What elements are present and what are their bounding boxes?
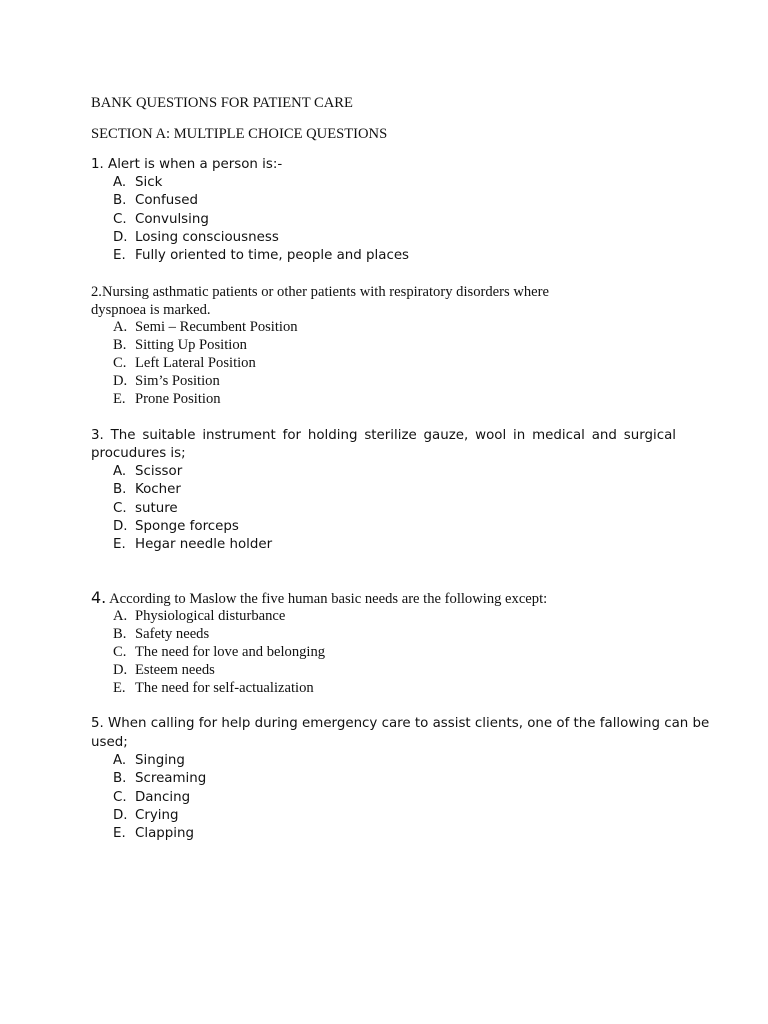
option-text: suture — [135, 501, 178, 516]
option-letter: E. — [113, 537, 126, 552]
question-5-stem-line-2: used; — [91, 735, 128, 750]
question-2-stem-line-2: dyspnoea is marked. — [91, 302, 211, 318]
option-letter: A. — [113, 753, 127, 768]
option-letter: B. — [113, 626, 127, 642]
option-letter: D. — [113, 662, 128, 678]
option-letter: B. — [113, 771, 127, 786]
option-text: Confused — [135, 193, 198, 208]
option-letter: E. — [113, 248, 126, 263]
option-text: Sim’s Position — [135, 373, 220, 389]
question-1-stem: 1. Alert is when a person is:- — [91, 157, 283, 172]
option-text: Kocher — [135, 482, 181, 497]
option-text: Prone Position — [135, 391, 221, 407]
option-text: Singing — [135, 753, 185, 768]
option-letter: D. — [113, 373, 128, 389]
question-3-stem: 3. The suitable instrument for holding sterilize gauze, wool in medical and surgical procudures is; — [91, 428, 676, 461]
option-letter: D. — [113, 519, 128, 534]
question-2-stem-line-1: 2.Nursing asthmatic patients or other patients with respiratory disorders where — [91, 284, 549, 300]
option-text: Sponge forceps — [135, 519, 239, 534]
option-text: Esteem needs — [135, 662, 215, 678]
option-letter: E. — [113, 680, 126, 696]
option-letter: A. — [113, 319, 128, 335]
question-4-number: 4. — [91, 588, 107, 607]
option-text: Dancing — [135, 790, 191, 805]
option-text: Sitting Up Position — [135, 337, 247, 353]
option-text: Left Lateral Position — [135, 355, 256, 371]
question-4-stem — [91, 589, 547, 608]
option-letter: B. — [113, 337, 127, 353]
option-text: Clapping — [135, 826, 194, 841]
question-5-stem-line-1: 5. When calling for help during emergency care to assist clients, one of the fallowing can be — [91, 716, 710, 731]
option-text: Fully oriented to time, people and places — [135, 248, 410, 263]
option-letter: D. — [113, 230, 128, 245]
option-letter: B. — [113, 482, 127, 497]
option-text: Semi – Recumbent Position — [135, 319, 298, 335]
option-letter: A. — [113, 464, 127, 479]
option-letter: D. — [113, 808, 128, 823]
option-text: Safety needs — [135, 626, 210, 642]
option-text: Scissor — [135, 464, 183, 479]
option-letter: C. — [113, 212, 127, 227]
option-letter: E. — [113, 826, 126, 841]
option-letter: C. — [113, 790, 127, 805]
section-heading: SECTION A: MULTIPLE CHOICE QUESTIONS — [91, 126, 388, 142]
option-letter: C. — [113, 644, 127, 660]
option-letter: A. — [113, 175, 127, 190]
option-text: Losing consciousness — [135, 230, 279, 245]
option-text: The need for love and belonging — [135, 644, 326, 660]
option-text: Physiological disturbance — [135, 608, 286, 624]
option-letter: B. — [113, 193, 127, 208]
option-text: Crying — [135, 808, 179, 823]
document-title: BANK QUESTIONS FOR PATIENT CARE — [91, 95, 353, 111]
question-4-stem-text: According to Maslow the five human basic needs are the following except: — [109, 591, 548, 607]
option-text: Screaming — [135, 771, 207, 786]
option-text: The need for self-actualization — [135, 680, 314, 696]
option-text: Convulsing — [135, 212, 209, 227]
option-text: Sick — [135, 175, 163, 190]
option-letter: C. — [113, 501, 127, 516]
option-letter: E. — [113, 391, 126, 407]
option-letter: A. — [113, 608, 128, 624]
option-text: Hegar needle holder — [135, 537, 273, 552]
option-letter: C. — [113, 355, 127, 371]
